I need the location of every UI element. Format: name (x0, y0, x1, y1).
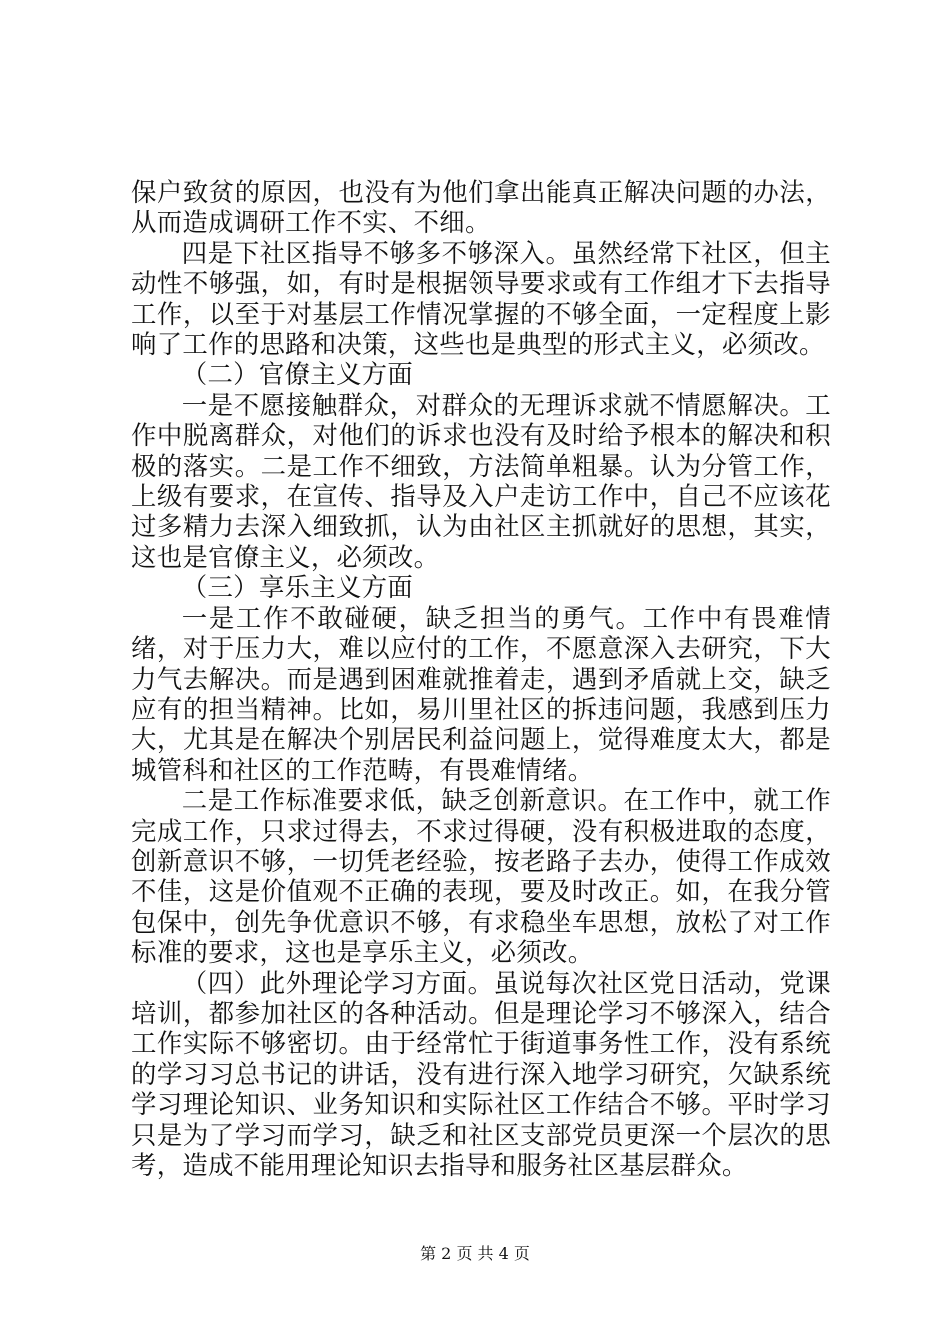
paragraph-theory-study: （四）此外理论学习方面。虽说每次社区党日活动，党课培训，都参加社区的各种活动。但是理论学习不够深入，结合工作实际不够密切。由于经常忙于街道事务性工作，没有系统的学习习总书记的讲话，没有进行深入地学习研究，欠缺系统学习理论知识、业务知识和实际社区工作结合不够。平时学习只是为了学习而学习，缺乏和社区支部党员更深一个层次的思考，造成不能用理论知识去指导和服务社区基层群众。 (131, 967, 831, 1180)
paragraph-bureaucratism: 一是不愿接触群众，对群众的无理诉求就不情愿解决。工作中脱离群众，对他们的诉求也没有及时给予根本的解决和积极的落实。二是工作不细致，方法简单粗暴。认为分管工作，上级有要求，在宣传、指导及入户走访工作中，自己不应该花过多精力去深入细致抓，认为由社区主抓就好的思想，其实，这也是官僚主义，必须改。 (131, 389, 831, 572)
page-number-footer: 第 2 页 共 4 页 (420, 1244, 530, 1263)
section-heading-hedonism: （三）享乐主义方面 (181, 572, 414, 603)
section-heading-bureaucratism: （二）官僚主义方面 (181, 359, 414, 390)
paragraph-community-guidance: 四是下社区指导不够多不够深入。虽然经常下社区，但主动性不够强，如，有时是根据领导要求或有工作组才下去指导工作，以至于对基层工作情况掌握的不够全面，一定程度上影响了工作的思路和决策，这些也是典型的形式主义，必须改。 (131, 237, 831, 360)
paragraph-continuation: 保户致贫的原因，也没有为他们拿出能真正解决问题的办法，从而造成调研工作不实、不细。 (131, 177, 831, 238)
document-body (131, 177, 831, 1180)
paragraph-hedonism-standards: 二是工作标准要求低，缺乏创新意识。在工作中，就工作完成工作，只求过得去，不求过得硬，没有积极进取的态度，创新意识不够，一切凭老经验，按老路子去办，使得工作成效不佳，这是价值观不正确的表现，要及时改正。如，在我分管包保中，创先争优意识不够，有求稳坐车思想，放松了对工作标准的要求，这也是享乐主义，必须改。 (131, 785, 831, 968)
paragraph-hedonism-courage: 一是工作不敢碰硬，缺乏担当的勇气。工作中有畏难情绪，对于压力大，难以应付的工作，不愿意深入去研究，下大力气去解决。而是遇到困难就推着走，遇到矛盾就上交，缺乏应有的担当精神。比如，易川里社区的拆违问题，我感到压力大，尤其是在解决个别居民利益问题上，觉得难度太大，都是城管科和社区的工作范畴，有畏难情绪。 (131, 602, 831, 785)
